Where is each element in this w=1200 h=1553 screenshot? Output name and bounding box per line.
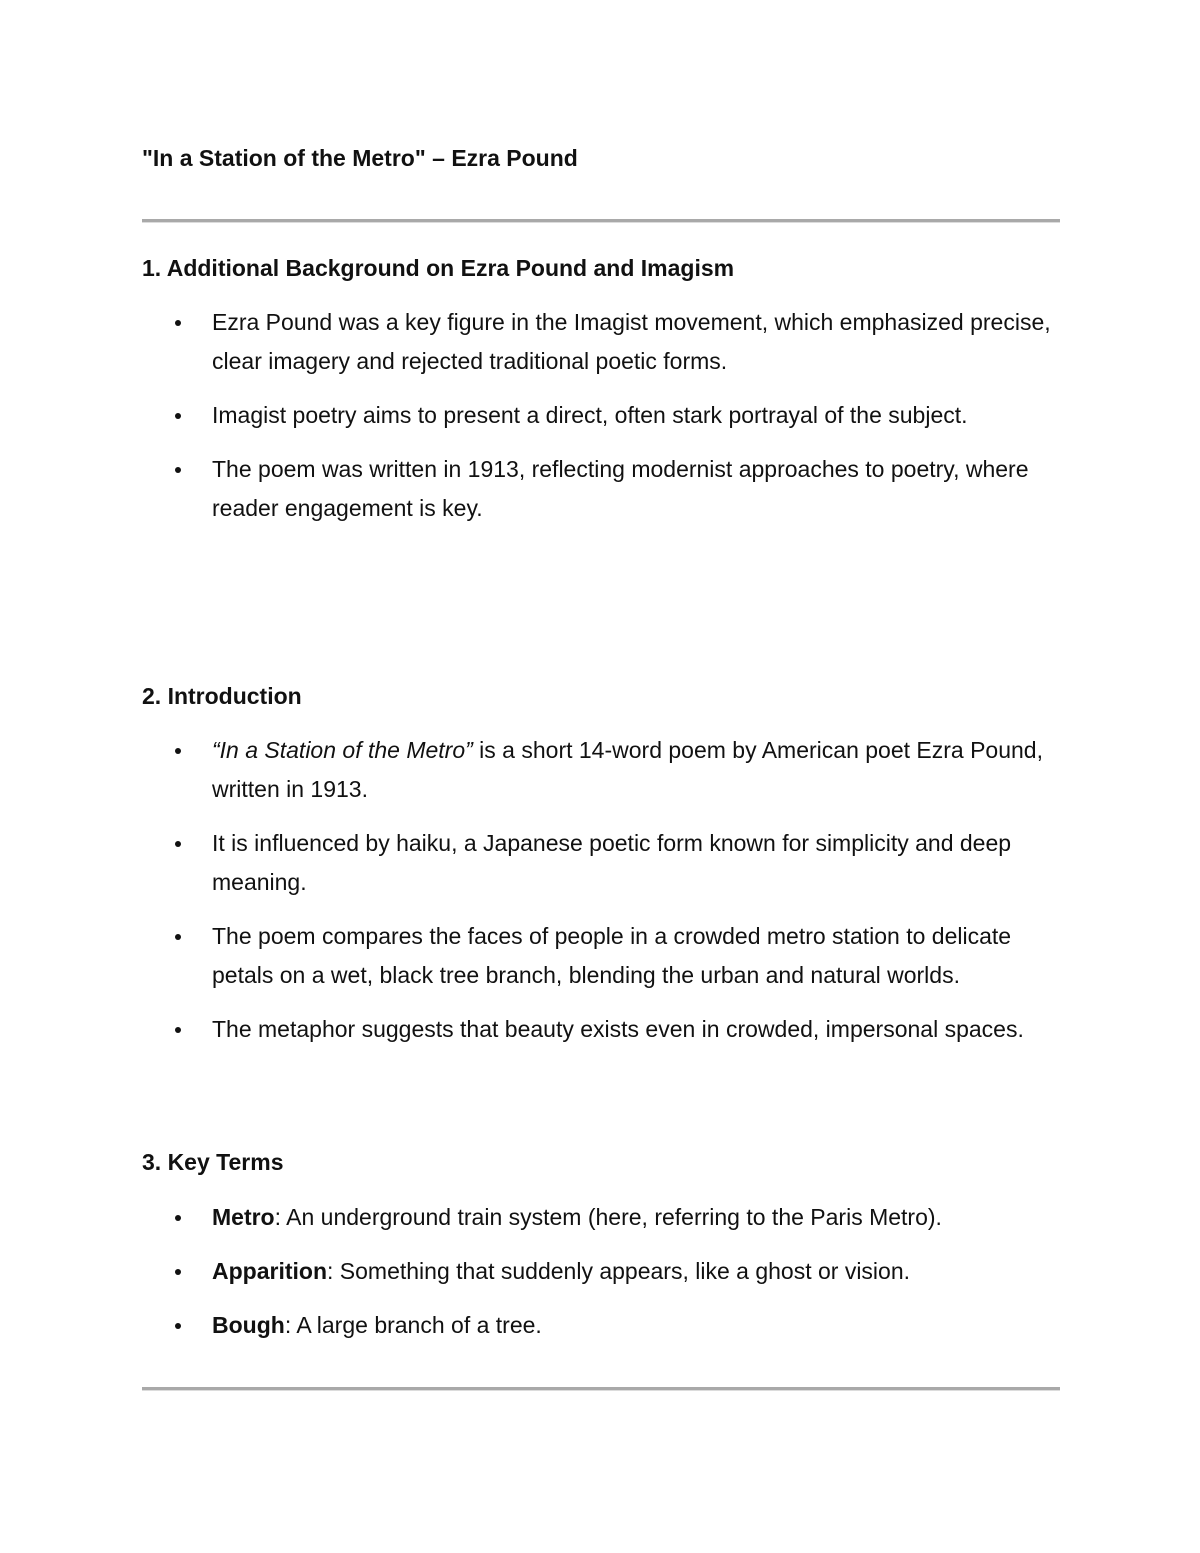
horizontal-rule-top xyxy=(142,219,1060,223)
bullet-icon xyxy=(175,467,181,473)
section-heading-key-terms: 3. Key Terms xyxy=(142,1149,284,1175)
bullet-icon xyxy=(175,320,181,326)
list-item-text: The metaphor suggests that beauty exists even in crowded, impersonal spaces. xyxy=(212,1016,1024,1042)
term-label: Apparition xyxy=(212,1258,327,1284)
list-item-text: Imagist poetry aims to present a direct, often stark portrayal of the subject. xyxy=(212,402,968,428)
list-item xyxy=(142,1198,1060,1237)
bullet-icon xyxy=(175,413,181,419)
bullet-icon xyxy=(175,1269,181,1275)
list-item-text: It is influenced by haiku, a Japanese poetic form known for simplicity and deep meaning. xyxy=(212,830,1012,895)
background-list xyxy=(142,303,1060,543)
bullet-icon xyxy=(175,1027,181,1033)
list-item xyxy=(142,1010,1060,1049)
list-item-text: The poem was written in 1913, reflecting modernist approaches to poetry, where reader engagement is key. xyxy=(212,456,1029,521)
term-definition: : A large branch of a tree. xyxy=(284,1312,542,1338)
key-terms-list xyxy=(142,1198,1060,1360)
bullet-icon xyxy=(175,934,181,940)
bullet-icon xyxy=(175,841,181,847)
introduction-list xyxy=(142,731,1060,1064)
list-item xyxy=(142,1306,1060,1345)
list-item xyxy=(142,1252,1060,1291)
term-label: Bough xyxy=(212,1312,285,1338)
horizontal-rule-bottom xyxy=(142,1387,1060,1391)
list-item xyxy=(142,824,1060,902)
list-item xyxy=(142,917,1060,995)
term-label: Metro xyxy=(212,1204,275,1230)
list-item xyxy=(142,450,1060,528)
poem-title-text: “In a Station of the Metro” xyxy=(212,737,473,763)
list-item xyxy=(142,731,1060,809)
list-item xyxy=(142,303,1060,381)
list-item-text: The poem compares the faces of people in a crowded metro station to delicate petals on a wet, black tree branch, blending the urban and natural worlds. xyxy=(212,923,1012,988)
list-item xyxy=(142,396,1060,435)
bullet-icon xyxy=(175,1215,181,1221)
term-definition: : An underground train system (here, referring to the Paris Metro). xyxy=(274,1204,942,1230)
list-item-text: Ezra Pound was a key figure in the Imagist movement, which emphasized precise, clear imagery and rejected traditional poetic forms. xyxy=(212,309,1051,374)
document-title: "In a Station of the Metro" – Ezra Pound xyxy=(142,145,578,171)
bullet-icon xyxy=(175,1323,181,1329)
section-heading-background: 1. Additional Background on Ezra Pound and Imagism xyxy=(142,255,735,281)
section-heading-introduction: 2. Introduction xyxy=(142,683,302,709)
list-item-text: is a short 14-word poem by American poet Ezra Pound, written in 1913. xyxy=(212,737,1043,802)
term-definition: : Something that suddenly appears, like a ghost or vision. xyxy=(327,1258,911,1284)
bullet-icon xyxy=(175,748,181,754)
